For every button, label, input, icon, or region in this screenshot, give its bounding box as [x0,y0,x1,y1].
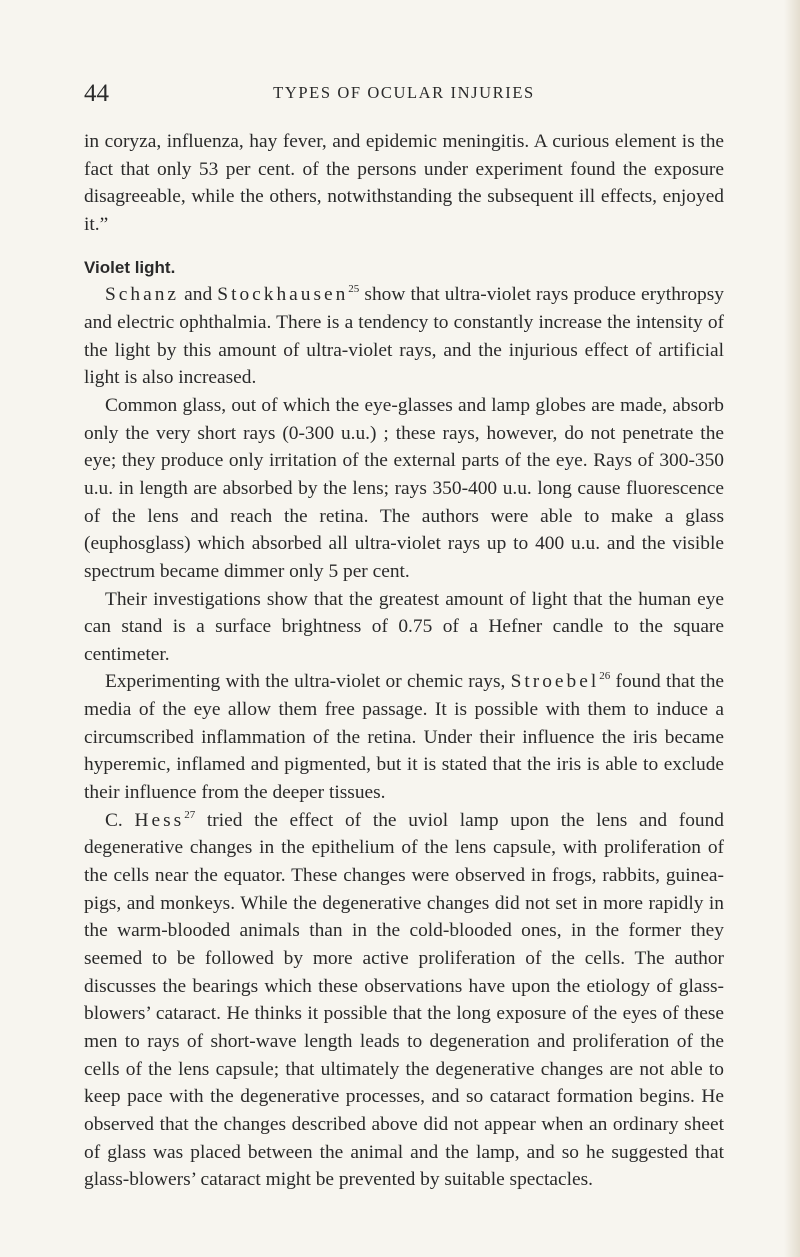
page-number: 44 [84,80,109,107]
author-initial: C. [105,809,135,831]
section-heading: Violet light. [84,257,176,277]
opening-paragraph: in coryza, influenza, hay fever, and epidemic meningitis. A curious element is the fact that only 53 per cent. of the persons under experiment found the exposure disagreeable, while the others, notwithstanding the subsequent ill effects, enjoyed it.” [84,131,724,235]
footnote-ref: 27 [184,808,196,821]
paragraph-text: show that ultra-violet rays produce erythropsy and electric ophthalmia. There is a tendency to constantly increase the intensity of the light by this amount of ultra-violet rays, and the injurious effect of artificial light is also increased. [84,284,724,389]
body-text [84,128,724,1194]
paragraph-stroebel [84,668,724,806]
running-head [84,80,724,110]
paragraph-lead: Experimenting with the ultra-violet or chemic rays, [105,671,511,693]
header-title: TYPES OF OCULAR INJURIES [273,83,535,102]
paragraph-text: found that the media of the eye allow them free passage. It is possible with them to induce a circumscribed inflammation of the retina. Under their influence the iris became hyperemic, inflamed and pigmented, but it is stated that the iris is able to exclude their influence from the deeper tissues. [84,671,724,804]
author-name: Schanz [105,284,179,306]
author-name: Hess [134,809,185,831]
paragraph-hess [84,807,724,1194]
author-name: Stockhausen [217,284,349,306]
paragraph-common-glass: Common glass, out of which the eye-glasses and lamp globes are made, absorb only the very short rays (0-300 u.u.) ; these rays, however, do not penetrate the eye; they produce only irritation of the external parts of the eye. Rays of 300-350 u.u. in length are absorbed by the lens; rays 350-400 u.u. long cause fluorescence of the lens and reach the retina. The authors were able to make a glass (euphosglass) which absorbed all ultra-violet rays up to 400 u.u. and the visible spectrum became dimmer only 5 per cent. [84,394,724,582]
footnote-ref: 26 [599,670,611,683]
author-name: Stroebel [510,671,600,693]
paragraph-schanz-stockhausen [84,281,724,392]
conjunction: and [179,284,218,306]
page-edge-shadow [784,0,800,1257]
paragraph-text: tried the effect of the uviol lamp upon the lens and found degenerative changes in the epithelium of the lens capsule, with proliferation of the cells near the equator. These changes were observed in frogs, rabbits, guinea-pigs, and monkeys. While the degenerative changes did not set in more rapidly in the warm-blooded animals than in the cold-blooded ones, in the former they seemed to be followed by more active proliferation of the cells. The author discusses the bearings which these observations have upon the etiology of glass-blowers’ cataract. He thinks it possible that the long exposure of the eyes of these men to rays of short-wave length leads to degeneration and proliferation of the cells of the lens capsule; that ultimately the degenerative changes are not able to keep pace with the degenerative processes, and so cataract formation begins. He observed that the changes described above did not appear when an ordinary sheet of glass was placed between the animal and the lamp, and so he suggested that glass-blowers’ cataract might be prevented by suitable spectacles. [84,809,724,1191]
paragraph-investigations: Their investigations show that the greatest amount of light that the human eye can stand is a surface brightness of 0.75 of a Hefner candle to the square centimeter. [84,588,724,665]
footnote-ref: 25 [348,283,360,296]
